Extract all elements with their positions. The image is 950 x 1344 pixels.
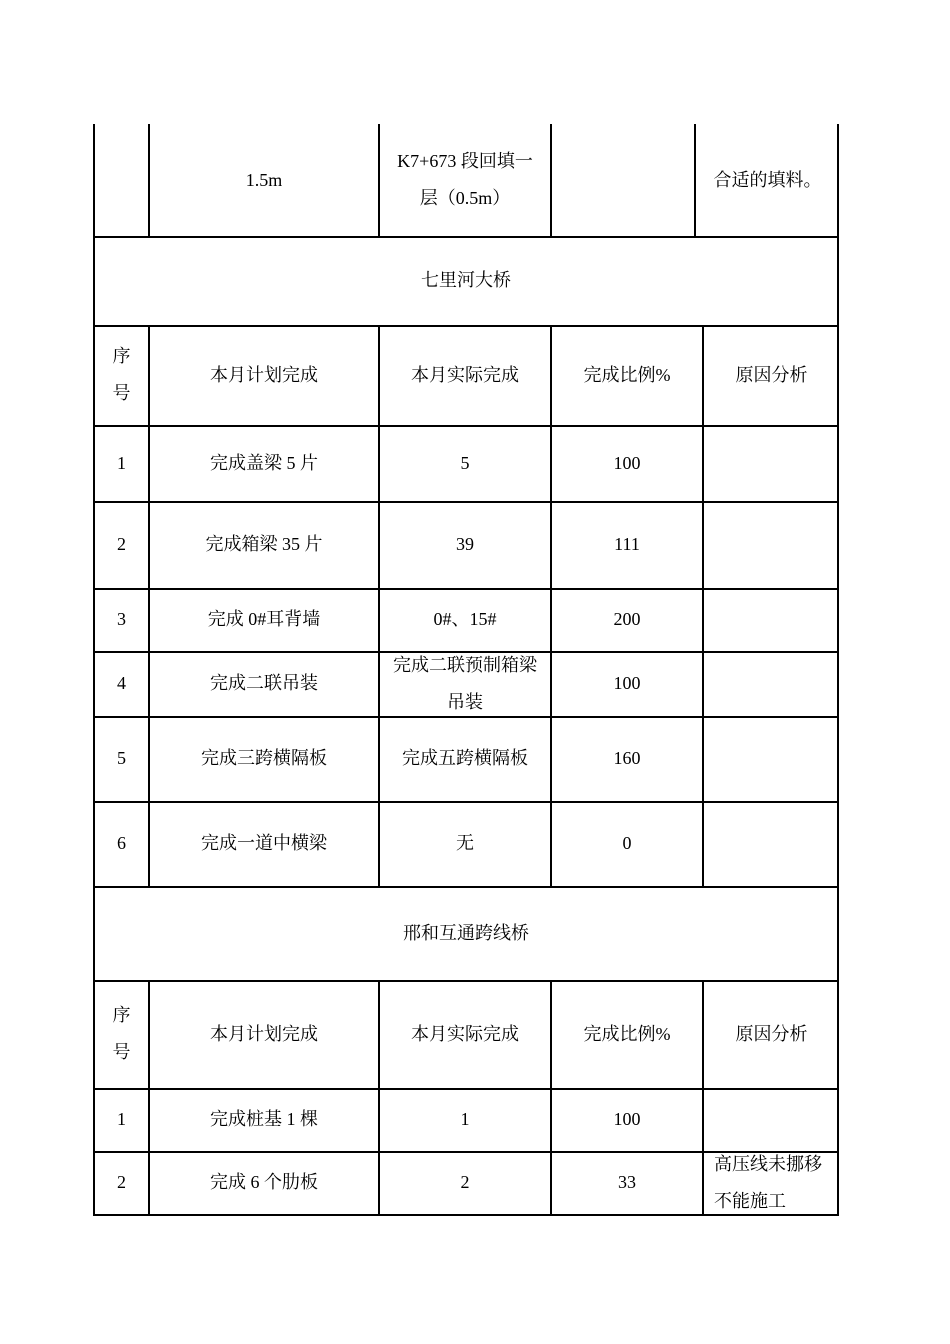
header-plan-text: 本月计划完成 [210,1023,318,1044]
seq-cell-text: 3 [117,609,126,629]
header-ratio-text: 完成比例% [583,364,671,385]
actual-cell-text: 5 [460,452,470,473]
row-border [93,1214,839,1216]
actual-cell-text: 完成五跨横隔板 [402,748,528,768]
seq-cell-text: 6 [117,833,126,853]
section-title: 七里河大桥 [421,270,511,290]
actual-cell-text: 无 [456,833,474,853]
table-row [93,501,839,588]
reason-cell [704,1151,839,1214]
header-ratio [552,325,702,425]
plan-cell-text: 完成 6 个肋板 [210,1172,318,1192]
actual-cell [380,801,550,886]
seq-cell-text: 2 [117,534,126,554]
plan-cell-text: 完成一道中横梁 [201,833,327,853]
ratio-cell [552,651,702,716]
header-plan [150,980,378,1088]
actual-cell [380,425,550,501]
table-row [93,716,839,801]
actual-cell-text: 0#、15# [433,609,497,629]
header-plan-text: 本月计划完成 [210,364,318,385]
section-title-row [93,886,839,980]
header-reason [704,325,839,425]
reason-cell [704,501,839,588]
actual-cell-text-2: 层（0.5m） [419,188,511,208]
table-row [93,1088,839,1151]
plan-cell-text: 完成二联吊装 [210,673,318,693]
ratio-cell-text: 33 [618,1172,636,1192]
ratio-cell [552,124,694,236]
section-title-row [93,236,839,325]
progress-table [93,124,839,1216]
seq-cell [95,501,148,588]
reason-cell-text-1: 高压线未挪移 [714,1153,822,1174]
header-actual [380,325,550,425]
actual-cell-text-1: 完成二联预制箱梁 [393,654,537,675]
header-seq [95,980,148,1088]
seq-cell [95,124,148,236]
header-ratio-text: 完成比例% [583,1023,671,1044]
ratio-cell-text: 111 [614,534,640,554]
seq-cell [95,651,148,716]
ratio-cell-text: 100 [613,1109,641,1129]
reason-cell-text-2: 不能施工 [714,1190,786,1211]
table-bottom-border [93,1214,839,1216]
ratio-cell [552,501,702,588]
reason-cell [696,124,839,236]
actual-cell-text-2: 吊装 [447,691,483,712]
reason-cell [704,588,839,651]
seq-cell-text: 4 [117,673,126,693]
ratio-cell-text: 100 [613,452,641,473]
seq-cell-text: 5 [117,748,126,768]
plan-cell-text: 完成桩基 1 棵 [210,1109,318,1129]
seq-cell [95,716,148,801]
ratio-cell-text: 100 [613,673,641,693]
plan-cell-text: 完成 0#耳背墙 [207,609,321,629]
actual-cell [380,124,550,236]
seq-cell [95,801,148,886]
table-row [93,651,839,716]
reason-cell [704,651,839,716]
actual-cell-text: 2 [460,1172,470,1192]
plan-cell [150,716,378,801]
ratio-cell-text: 200 [613,609,641,629]
reason-cell [704,801,839,886]
plan-cell-text: 完成盖梁 5 片 [210,452,318,473]
plan-cell [150,425,378,501]
table-header-row [93,325,839,425]
ratio-cell [552,1151,702,1214]
plan-cell [150,801,378,886]
ratio-cell-text: 0 [622,833,632,853]
ratio-cell [552,716,702,801]
reason-cell [704,716,839,801]
plan-cell-text: 完成箱梁 35 片 [205,534,323,554]
plan-cell [150,1088,378,1151]
plan-cell [150,651,378,716]
header-actual-text: 本月实际完成 [411,1023,519,1044]
seq-cell [95,588,148,651]
table-row [93,588,839,651]
ratio-cell [552,1088,702,1151]
header-reason [704,980,839,1088]
table-row-continued [93,124,839,236]
header-ratio [552,980,702,1088]
seq-cell [95,1088,148,1151]
header-seq-text-1: 序 [112,1005,131,1025]
actual-cell [380,651,550,716]
reason-cell [704,425,839,501]
header-plan [150,325,378,425]
header-actual-text: 本月实际完成 [411,364,519,385]
plan-cell [150,1151,378,1214]
actual-cell [380,1088,550,1151]
plan-cell [150,501,378,588]
actual-cell-text: 1 [460,1109,470,1129]
header-reason-text: 原因分析 [735,1023,808,1044]
plan-cell-text: 1.5m [245,169,283,190]
table-row [93,425,839,501]
section-title: 邢和互通跨线桥 [403,922,529,943]
ratio-cell [552,425,702,501]
plan-cell [150,124,378,236]
ratio-cell [552,801,702,886]
reason-cell-text: 合适的填料。 [713,169,822,190]
header-seq-text-2: 号 [112,1042,131,1062]
seq-cell [95,1151,148,1214]
seq-cell-text: 1 [117,452,126,473]
plan-cell-text: 完成三跨横隔板 [201,748,327,768]
actual-cell [380,1151,550,1214]
plan-cell [150,588,378,651]
actual-cell-text-1: K7+673 段回填一 [397,151,533,171]
seq-cell-text: 1 [117,1109,126,1129]
table-row [93,1151,839,1214]
seq-cell-text: 2 [117,1172,126,1192]
table-row [93,801,839,886]
table-header-row [93,980,839,1088]
header-seq [95,325,148,425]
actual-cell [380,716,550,801]
header-actual [380,980,550,1088]
actual-cell [380,501,550,588]
reason-cell [704,1088,839,1151]
ratio-cell-text: 160 [613,748,641,768]
header-reason-text: 原因分析 [735,364,808,385]
actual-cell [380,588,550,651]
ratio-cell [552,588,702,651]
header-seq-text-1: 序 [112,346,131,366]
header-seq-text-2: 号 [112,383,131,403]
actual-cell-text: 39 [456,534,474,554]
seq-cell [95,425,148,501]
